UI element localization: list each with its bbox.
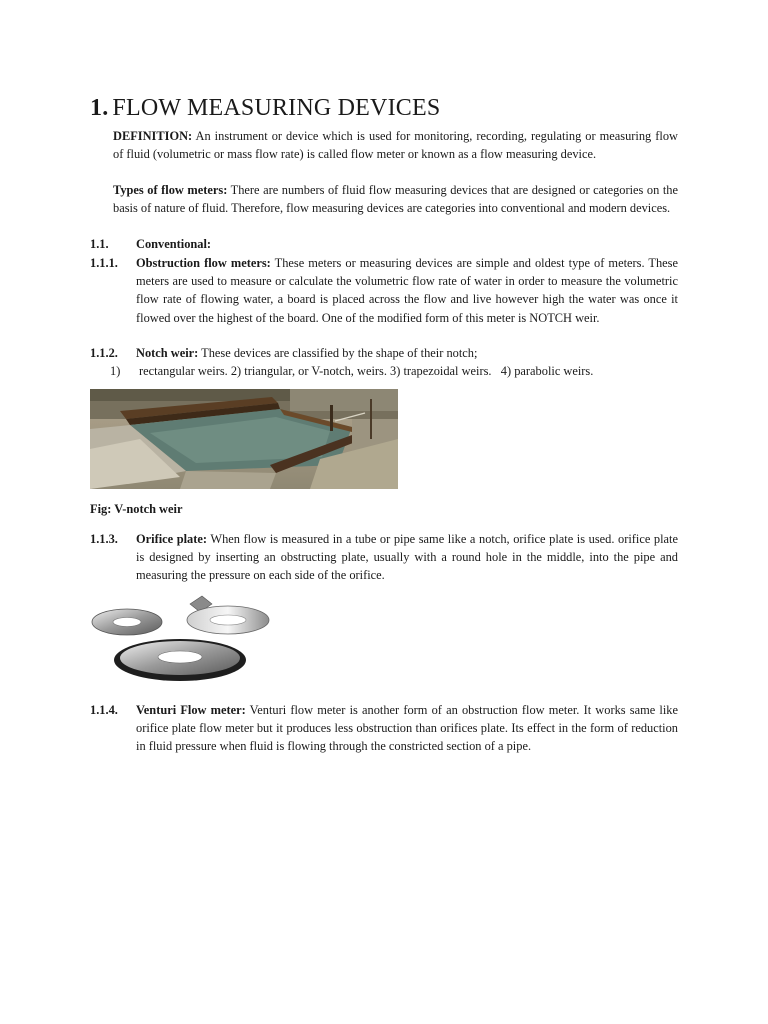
- section-heading: [90, 92, 440, 124]
- notch-list-marker: 1): [110, 364, 121, 378]
- notch-number: 1.1.2.: [90, 346, 118, 360]
- notch-text: These devices are classified by the shape of their notch;: [198, 346, 478, 360]
- orifice-paragraph: [136, 530, 678, 585]
- venturi-number: 1.1.4.: [90, 703, 118, 717]
- obstruction-paragraph: [136, 254, 678, 327]
- obstruction-number: 1.1.1.: [90, 256, 118, 270]
- types-text: There are numbers of fluid flow measuring devices that are designed or categories on the basis of nature of fluid. Therefore, flow measuring devices are categories into conventional and modern devices.: [113, 183, 678, 216]
- types-label: Types of flow meters:: [113, 183, 228, 197]
- orifice-number: 1.1.3.: [90, 532, 118, 546]
- definition-text: An instrument or device which is used for monitoring, recording, regulating or measuring flow of fluid (volumetric or mass flow rate) is called flow meter or known as a flow measuring device.: [113, 129, 678, 162]
- venturi-text: Venturi flow meter is another form of an obstruction flow meter. It works same like orifice plate flow meter but it produces less obstruction than orifices plate. Its effect in the form of reduction in fluid pressure when fluid is flowing through the constricted section of a pipe.: [136, 703, 678, 754]
- orifice-plates-photo: [90, 594, 272, 684]
- section-title: FLOW MEASURING DEVICES: [112, 95, 441, 121]
- definition-paragraph: [113, 127, 678, 163]
- subsection-title: Conventional:: [136, 237, 212, 251]
- subsection-number: 1.1.: [90, 237, 109, 251]
- orifice-label: Orifice plate:: [136, 532, 208, 546]
- orifice-text: When flow is measured in a tube or pipe same like a notch, orifice plate is used. orifice plate is designed by inserting an obstructing plate, usually with a round hole in the middle, into the pipe and measuring the pressure on each side of the orifice.: [136, 532, 678, 583]
- venturi-label: Venturi Flow meter:: [136, 703, 246, 717]
- section-number: 1.: [90, 95, 109, 121]
- notch-list-text: rectangular weirs. 2) triangular, or V-notch, weirs. 3) trapezoidal weirs. 4) parabolic weirs.: [139, 364, 594, 378]
- notch-paragraph: [136, 344, 678, 362]
- obstruction-text: These meters or measuring devices are simple and oldest type of meters. These meters are used to measure or calculate the volumetric flow rate of water in order to measure the volumetric flow rate of flowing water, a board is placed across the flow and live however high the water was once it flowed over the highest of the board. One of the modified form of this meter is NOTCH weir.: [136, 256, 678, 325]
- venturi-paragraph: [136, 701, 678, 756]
- obstruction-label: Obstruction flow meters:: [136, 256, 271, 270]
- figure-caption: Fig: V-notch weir: [90, 502, 183, 516]
- notch-label: Notch weir:: [136, 346, 199, 360]
- definition-label: DEFINITION:: [113, 129, 193, 143]
- types-paragraph: [113, 181, 678, 217]
- v-notch-weir-photo: [90, 389, 398, 489]
